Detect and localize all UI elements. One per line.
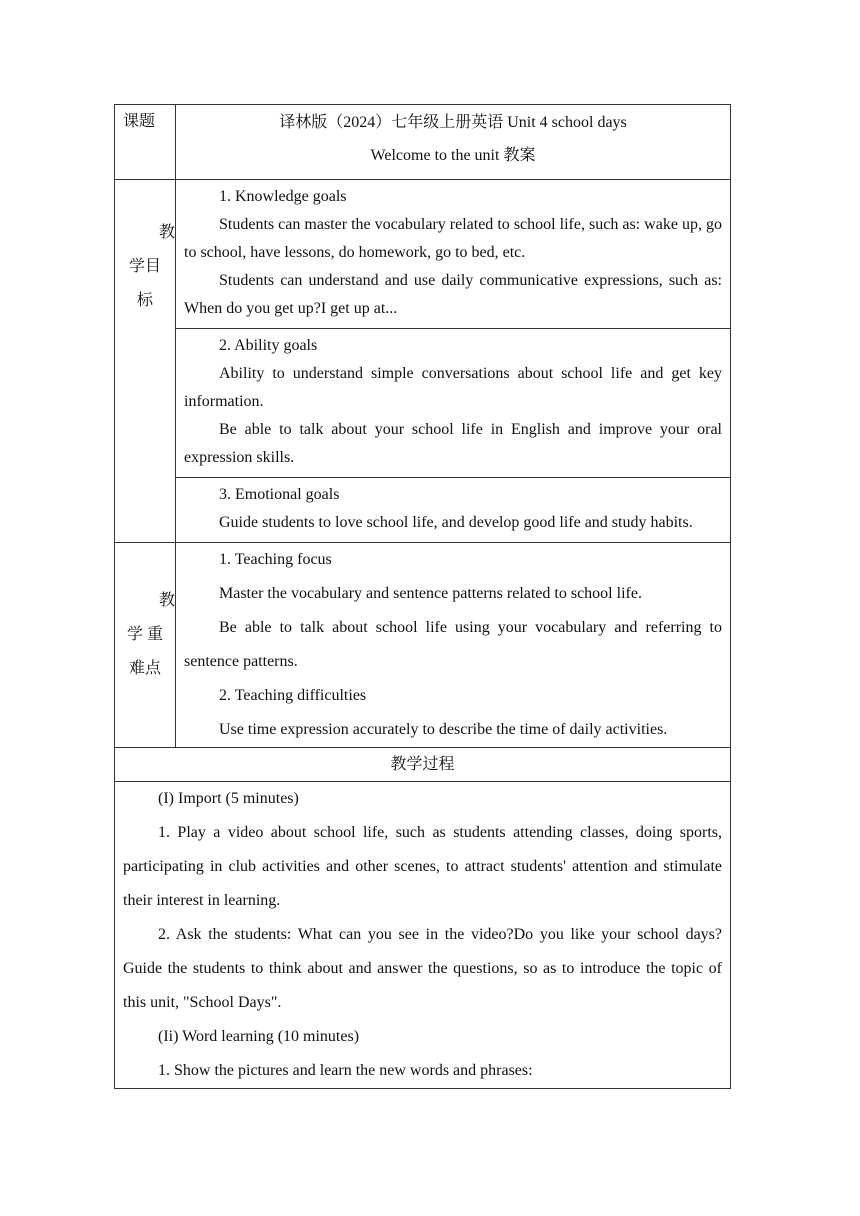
word-learning-step-1: 1. Show the pictures and learn the new words and phrases: (158, 1062, 533, 1079)
teaching-difficulties-text: Use time expression accurately to describe the time of daily activities. (219, 721, 668, 738)
focus-label: 教 学 重 难点 (115, 543, 176, 748)
topic-label: 课题 (115, 105, 176, 180)
lesson-title (176, 105, 731, 180)
title-row (115, 105, 731, 180)
word-learning-heading: (Ii) Word learning (10 minutes) (158, 1028, 360, 1045)
emotional-goals-heading: 3. Emotional goals (219, 486, 340, 503)
process-cell (115, 782, 731, 1089)
lesson-plan-table (114, 104, 731, 1089)
import-step-1: 1. Play a video about school life, such as students attending classes, doing sports, participating in club activities and other scenes, to attract students' attention and stimulate their interest in learning. (123, 824, 722, 909)
teaching-focus-text-1: Master the vocabulary and sentence patterns related to school life. (219, 585, 642, 602)
process-title: 教学过程 (115, 748, 731, 782)
teaching-focus-heading: 1. Teaching focus (219, 551, 332, 568)
focus-cell (176, 543, 731, 748)
ability-goals-text-1: Ability to understand simple conversations about school life and get key information. (184, 365, 722, 410)
objectives-row-knowledge (115, 180, 731, 329)
title-line-1: 译林版（2024）七年级上册英语 Unit 4 school days (279, 114, 627, 131)
knowledge-goals-text-2: Students can understand and use daily communicative expressions, such as: When do you get up?I get up at... (184, 272, 722, 317)
import-step-2: 2. Ask the students: What can you see in the video?Do you like your school days? Guide the students to think about and answer the questions, so as to introduce the topic of this unit, "School Days". (123, 926, 722, 1011)
process-header-row (115, 748, 731, 782)
emotional-goals-cell (176, 478, 731, 543)
ability-goals-cell (176, 329, 731, 478)
process-row (115, 782, 731, 1089)
knowledge-goals-cell (176, 180, 731, 329)
ability-goals-text-2: Be able to talk about your school life in English and improve your oral expression skills. (184, 421, 722, 466)
knowledge-goals-text-1: Students can master the vocabulary related to school life, such as: wake up, go to school, have lessons, do homework, go to bed, etc. (184, 216, 722, 261)
import-heading: (I) Import (5 minutes) (158, 790, 299, 807)
emotional-goals-text-1: Guide students to love school life, and develop good life and study habits. (219, 514, 693, 531)
focus-row (115, 543, 731, 748)
knowledge-goals-heading: 1. Knowledge goals (219, 188, 347, 205)
teaching-focus-text-2: Be able to talk about school life using your vocabulary and referring to sentence patterns. (184, 619, 722, 670)
objectives-row-emotional (115, 478, 731, 543)
teaching-difficulties-heading: 2. Teaching difficulties (219, 687, 367, 704)
objectives-label: 教 学目 标 (115, 180, 176, 543)
title-line-2: Welcome to the unit 教案 (370, 147, 536, 164)
ability-goals-heading: 2. Ability goals (219, 337, 318, 354)
objectives-row-ability (115, 329, 731, 478)
